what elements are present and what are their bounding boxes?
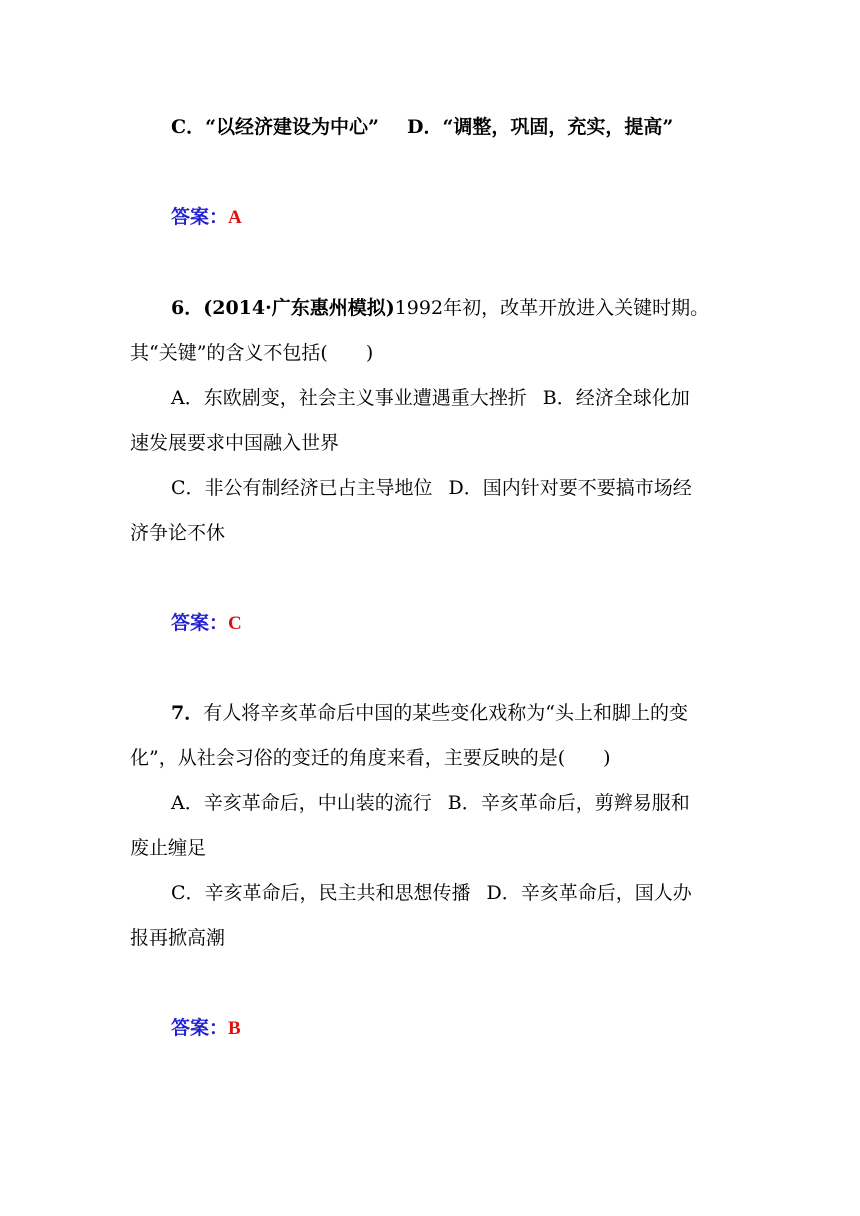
q5-answer (171, 202, 781, 232)
q6-option-b: B．经济全球化加 (542, 387, 690, 409)
q6-answer-label: 答案： (171, 612, 229, 634)
q7-number: 7． (171, 702, 204, 724)
q7-answer (171, 1013, 781, 1043)
q7-stem-line-2: 化”，从社会习俗的变迁的角度来看，主要反映的是( ) (130, 747, 611, 769)
q7-stem-rest: 有人将辛亥革命后中国的某些变化戏称为“头上和脚上的变 (203, 702, 688, 724)
q6-option-d: D．国内针对要不要搞市场经 (448, 477, 692, 499)
q7-option-b: B．辛亥革命后，剪辫易服和 (447, 792, 690, 814)
q7-stem-line-1 (171, 698, 781, 728)
q6-options-ab-line (171, 383, 781, 413)
q7-option-c: C．辛亥革命后，民主共和思想传播 (171, 882, 471, 904)
q6-stem-line-1 (171, 293, 781, 323)
q6-option-d-continued: 济争论不休 (130, 522, 226, 544)
q7-answer-value: B (228, 1018, 241, 1039)
q6-stem-line-2: 其“关键”的含义不包括( ) (130, 342, 374, 364)
q6-option-c: C．非公有制经济已占主导地位 (171, 477, 433, 499)
q6-number: 6． (171, 297, 204, 319)
q7-option-d-continued: 报再掀高潮 (130, 927, 226, 949)
q5-option-d: D．“调整，巩固，充实，提高” (406, 116, 674, 138)
q5-answer-value: A (228, 207, 242, 228)
q6-answer (171, 608, 781, 638)
q7-options-ab-line (171, 788, 781, 818)
q6-option-b-continued: 速发展要求中国融入世界 (130, 432, 340, 454)
q7-option-b-continued: 废止缠足 (130, 837, 207, 859)
q6-answer-value: C (228, 613, 242, 634)
q7-option-a: A．辛亥革命后，中山装的流行 (171, 792, 432, 814)
q6-option-a: A．东欧剧变，社会主义事业遭遇重大挫折 (171, 387, 527, 409)
q6-options-cd-line (171, 473, 781, 503)
q7-option-d: D．辛亥革命后，国人办 (486, 882, 692, 904)
q7-answer-label: 答案： (171, 1017, 229, 1039)
q5-options-cd-line (171, 112, 781, 142)
q6-stem-rest: 1992年初，改革开放进入关键时期。 (394, 297, 710, 319)
q5-answer-label: 答案： (171, 206, 229, 228)
q5-option-c: C．“以经济建设为中心” (171, 116, 379, 138)
q7-options-cd-line (171, 878, 781, 908)
q6-source: (2014·广东惠州模拟) (203, 297, 395, 319)
